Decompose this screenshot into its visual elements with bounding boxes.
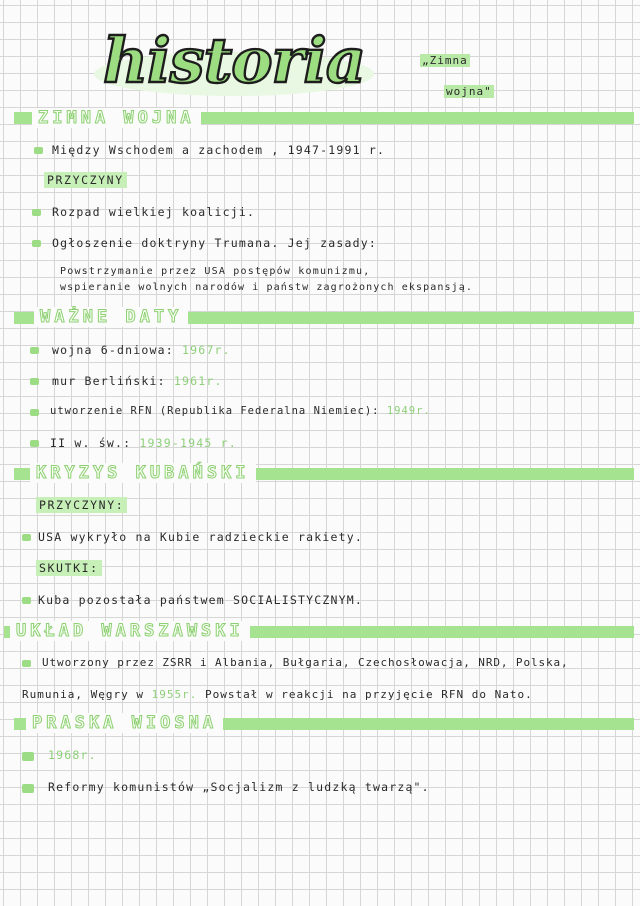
date-row-4 — [50, 436, 237, 450]
causes-label: PRZYCZYNY — [44, 172, 127, 188]
bullet — [30, 347, 39, 354]
section-heading-zimna-wojna: ZIMNA WOJNA — [32, 108, 201, 128]
page-title-wrap — [84, 12, 384, 102]
date-4-value: 1939-1945 r. — [139, 436, 237, 450]
bullet — [22, 660, 31, 667]
bullet — [22, 784, 34, 793]
zimna-wojna-intro: Między Wschodem a zachodem , 1947-1991 r. — [52, 143, 386, 157]
date-row-2 — [52, 374, 223, 388]
section-heading-uklad: UKŁAD WARSZAWSKI — [10, 621, 250, 641]
effects-label: SKUTKI: — [36, 560, 102, 576]
topic-tag-text2: wojna" — [446, 85, 492, 98]
rule-1: Powstrzymanie przez USA postępów komunizmu, — [60, 266, 371, 277]
section-heading-wazne-daty: WAŻNE DATY — [34, 307, 188, 327]
page-title: historia — [103, 24, 365, 97]
kryzys-effect: Kuba pozostała państwem SOCIALISTYCZNYM. — [38, 593, 363, 607]
date-1-label: wojna 6-dniowa: — [52, 343, 174, 357]
causes-label: PRZYCZYNY: — [36, 497, 127, 513]
uklad-line-2 — [22, 688, 533, 701]
cause-2: Ogłoszenie doktryny Trumana. Jej zasady: — [52, 236, 377, 250]
date-1-value: 1967r. — [181, 343, 231, 357]
uklad-line-1: Utworzony przez ZSRR i Albania, Bułgaria, Czechosłowacja, NRD, Polska, — [42, 656, 569, 669]
bullet — [34, 147, 43, 154]
date-row-3 — [50, 405, 431, 417]
praska-year: 1968r. — [48, 748, 97, 762]
uklad-line-2-a: Rumunia, Węgry w — [22, 688, 144, 701]
section-heading-kryzys: KRYZYS KUBAŃSKI — [30, 463, 256, 483]
bullet — [30, 440, 39, 447]
date-2-label: mur Berliński: — [52, 374, 166, 388]
praska-reform: Reformy komunistów „Socjalizm z ludzką twarzą". — [48, 780, 430, 794]
date-3-label: utworzenie RFN (Republika Federalna Niemiec): — [50, 405, 380, 417]
topic-tag-line1 — [420, 54, 470, 67]
uklad-line-2-b: Powstał w reakcji na przyjęcie RFN do Nato. — [204, 688, 533, 701]
rule-2: wspieranie wolnych narodów i państw zagrożonych ekspansją. — [60, 282, 473, 293]
uklad-date: 1955r. — [151, 688, 198, 701]
bullet — [22, 752, 34, 761]
topic-tag-line2 — [444, 85, 494, 98]
date-4-label: II w. św.: — [50, 436, 132, 450]
bullet — [32, 240, 41, 247]
topic-tag-text1: „Zimna — [422, 54, 468, 67]
cause-1: Rozpad wielkiej koalicji. — [52, 205, 256, 219]
title-lettering — [84, 12, 384, 102]
bullet — [30, 378, 39, 385]
date-3-value: 1949r. — [386, 405, 431, 417]
bullet — [30, 409, 39, 416]
bullet — [22, 597, 31, 604]
bullet — [22, 534, 31, 541]
date-row-1 — [52, 343, 231, 357]
date-2-value: 1961r. — [173, 374, 223, 388]
section-heading-praska: PRASKA WIOSNA — [26, 713, 223, 733]
kryzys-cause: USA wykryło na Kubie radzieckie rakiety. — [38, 530, 363, 544]
bullet — [32, 209, 41, 216]
